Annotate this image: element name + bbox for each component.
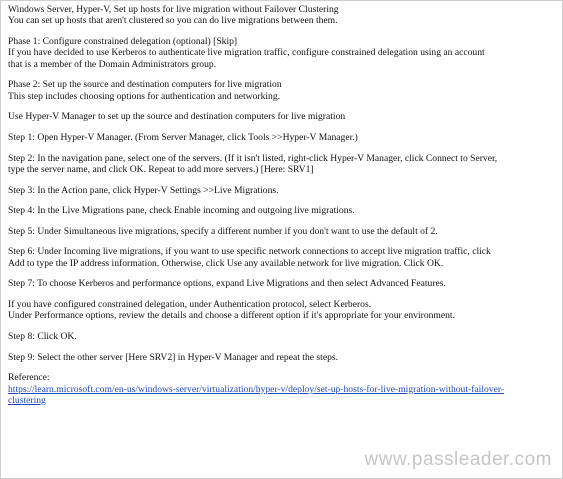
step9-paragraph xyxy=(8,352,560,363)
step1-text: Step 1: Open Hyper-V Manager. (From Server Manager, click Tools >>Hyper-V Manager.) xyxy=(8,132,358,143)
step4-paragraph xyxy=(8,205,560,216)
step7-paragraph xyxy=(8,278,560,289)
use-hyperv-paragraph xyxy=(8,111,560,122)
step2-text-line1: Step 2: In the navigation pane, select one of the servers. (If it isn't listed, right-click Hyper-V Manager, click Connect to Server, xyxy=(8,152,498,164)
phase2-paragraph xyxy=(8,79,560,102)
step6-text-line2: Add to type the IP address information. Otherwise, click Use any available network for live migration. Click OK. xyxy=(8,257,444,269)
reference-paragraph xyxy=(8,372,560,406)
document-subtitle: You can set up hosts that aren't clustered so you can do live migrations between them. xyxy=(8,15,338,27)
phase1-text-line2: that is a member of the Domain Administrators group. xyxy=(8,58,217,70)
step7-text: Step 7: To choose Kerberos and performance options, expand Live Migrations and then select Advanced Features. xyxy=(8,278,446,290)
kerberos-note-paragraph xyxy=(8,299,560,322)
step8-text: Step 8: Click OK. xyxy=(8,330,77,342)
watermark-logo: www.passleader.com xyxy=(364,449,552,470)
reference-label: Reference: xyxy=(8,372,50,384)
step1-paragraph xyxy=(8,132,560,143)
step6-paragraph xyxy=(8,246,560,269)
use-hyperv-text: Use Hyper-V Manager to set up the source and destination computers for live migration xyxy=(8,111,346,123)
reference-link-line2[interactable]: clustering xyxy=(8,394,46,406)
intro-paragraph xyxy=(8,4,560,27)
kerberos-note-line1: If you have configured constrained delegation, under Authentication protocol, select Kerberos. xyxy=(8,298,372,310)
phase2-heading: Phase 2: Set up the source and destination computers for live migration xyxy=(8,79,282,91)
document-content xyxy=(8,4,560,416)
document-title: Windows Server, Hyper-V, Set up hosts for live migration without Failover Clustering xyxy=(8,4,339,15)
step5-text: Step 5: Under Simultaneous live migrations, specify a different number if you don't want to use the default of 2. xyxy=(8,225,438,237)
step8-paragraph xyxy=(8,331,560,342)
phase1-heading: Phase 1: Configure constrained delegation (optional) [Skip] xyxy=(8,36,238,47)
phase1-text-line1: If you have decided to use Kerberos to authenticate live migration traffic, configure constrained delegation using an account xyxy=(8,47,485,59)
step3-paragraph xyxy=(8,185,560,196)
phase2-text-line1: This step includes choosing options for authentication and networking. xyxy=(8,90,281,102)
kerberos-note-line2: Under Performance options, review the details and choose a different option if it's appropriate for your environment. xyxy=(8,310,455,322)
step5-paragraph xyxy=(8,226,560,237)
step9-text: Step 9: Select the other server [Here SRV2] in Hyper-V Manager and repeat the steps. xyxy=(8,351,339,363)
step4-text: Step 4: In the Live Migrations pane, check Enable incoming and outgoing live migrations. xyxy=(8,205,355,217)
reference-link-line1[interactable]: https://learn.microsoft.com/en-us/windows-server/virtualization/hyper-v/deploy/set-up-hosts-for-live-migration-without-failover- xyxy=(8,383,505,395)
step3-text: Step 3: In the Action pane, click Hyper-V Settings >>Live Migrations. xyxy=(8,184,279,196)
step6-text-line1: Step 6: Under Incoming live migrations, if you want to use specific network connections to accept live migration traffic, click xyxy=(8,246,491,258)
step2-paragraph xyxy=(8,153,560,176)
phase1-paragraph xyxy=(8,36,560,70)
step2-text-line2: type the server name, and click OK. Repeat to add more servers.) [Here: SRV1] xyxy=(8,164,314,175)
